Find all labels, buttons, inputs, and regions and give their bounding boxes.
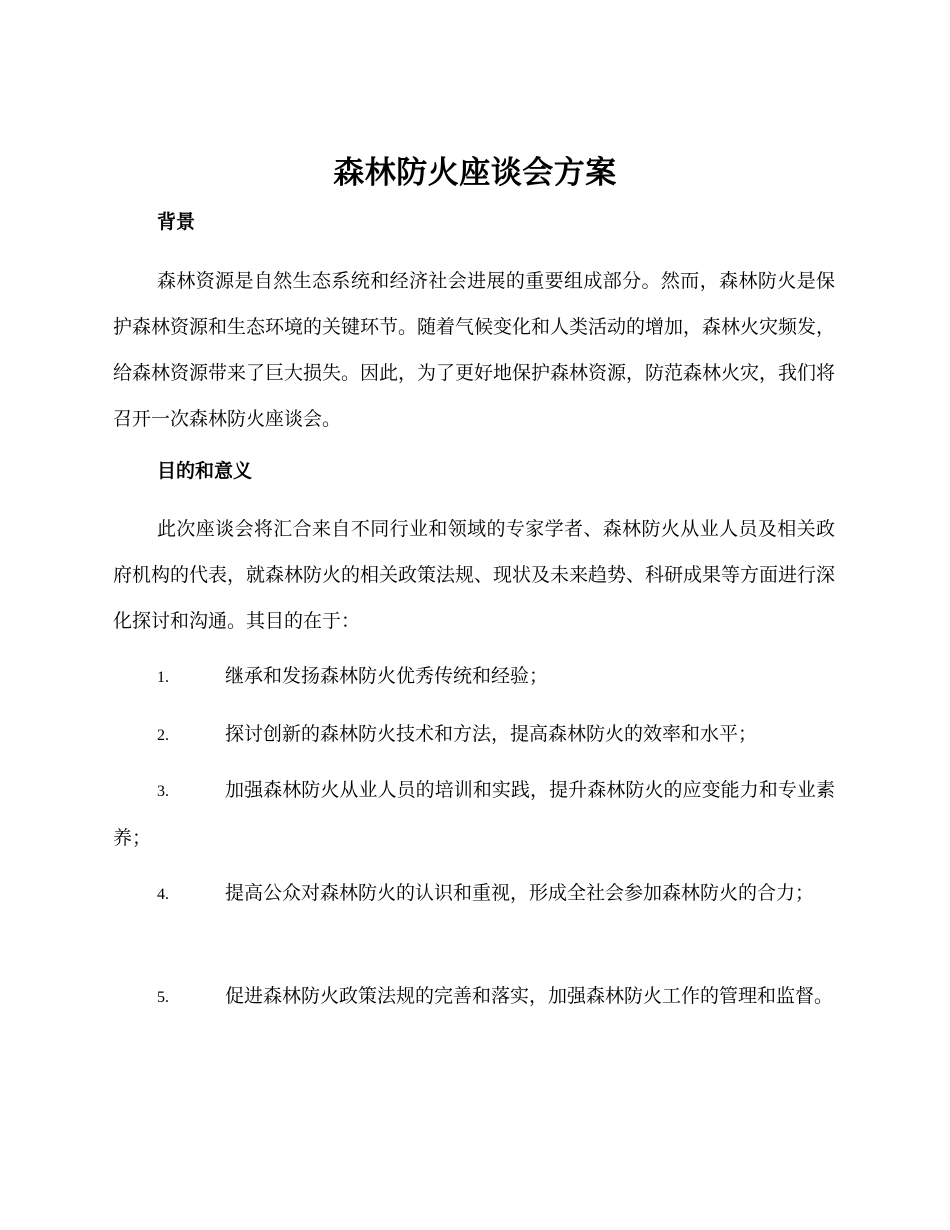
list-item-text: 加强森林防火从业人员的培训和实践，提升森林防火的应变能力和专业素养； [113, 779, 835, 849]
list-item-text: 促进森林防火政策法规的完善和落实，加强森林防火工作的管理和监督。 [225, 985, 834, 1007]
list-item-number: 2. [157, 727, 169, 744]
list-item-text: 提高公众对森林防火的认识和重视，形成全社会参加森林防火的合力； [225, 882, 815, 904]
list-item-text: 继承和发扬森林防火优秀传统和经验； [225, 665, 549, 687]
list-item [113, 653, 835, 701]
background-paragraph: 森林资源是自然生态系统和经济社会进展的重要组成部分。然而，森林防火是保护森林资源和生态环境的关键环节。随着气候变化和人类活动的增加，森林火灾频发，给森林资源带来了巨大损失。因此，为了更好地保护森林资源，防范森林火灾，我们将召开一次森林防火座谈会。 [113, 270, 836, 430]
list-item-text: 探讨创新的森林防火技术和方法，提高森林防火的效率和水平； [225, 723, 758, 745]
list-item [113, 767, 835, 861]
list-item [113, 870, 835, 918]
section-heading-purpose: 目的和意义 [157, 460, 253, 482]
list-item [113, 973, 835, 1021]
page-title: 森林防火座谈会方案 [333, 155, 617, 191]
list-item [113, 711, 835, 759]
section-heading-background: 背景 [157, 211, 196, 233]
list-item-number: 4. [157, 886, 169, 903]
purpose-paragraph: 此次座谈会将汇合来自不同行业和领域的专家学者、森林防火从业人员及相关政府机构的代表，就森林防火的相关政策法规、现状及未来趋势、科研成果等方面进行深化探讨和沟通。其目的在于： [113, 518, 836, 632]
list-item-number: 1. [157, 669, 169, 686]
list-item-number: 5. [157, 989, 169, 1006]
list-item-number: 3. [157, 783, 169, 800]
